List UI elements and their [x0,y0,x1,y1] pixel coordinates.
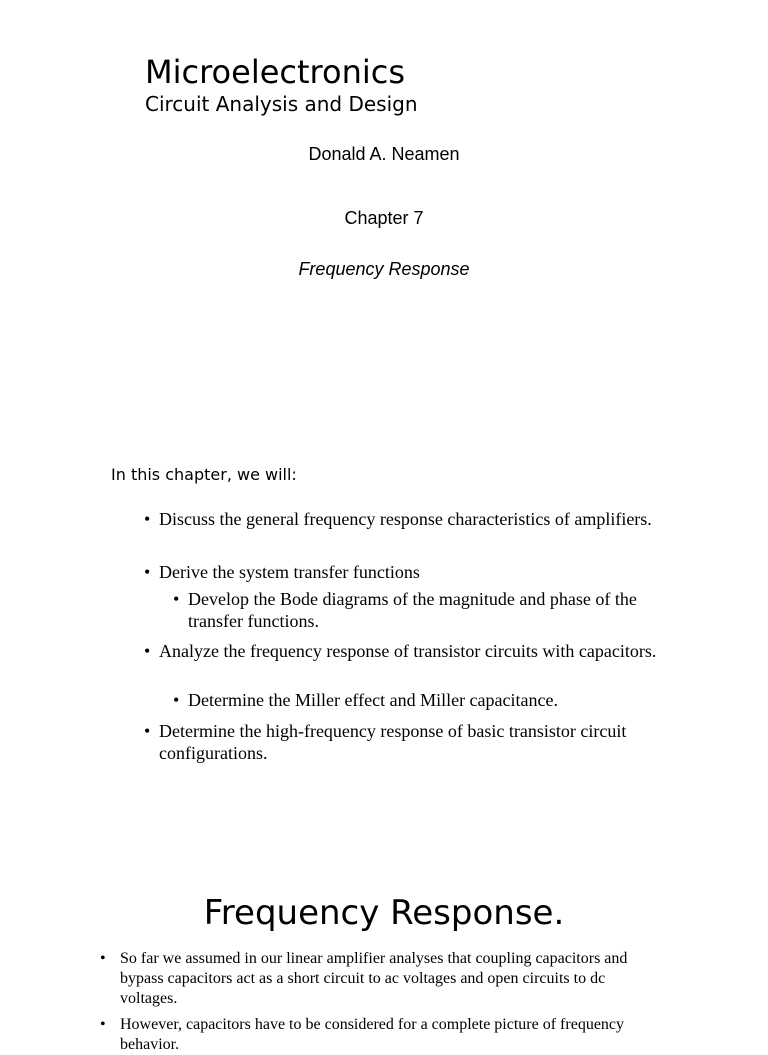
section-text: However, capacitors have to be considered for a complete picture of frequency behavior. [120,1016,625,1053]
bullet-icon: • [173,589,180,609]
chapter-number: Chapter 7 [344,208,424,228]
section-text: So far we assumed in our linear amplifier analyses that coupling capacitors and bypass capacitors act as a short circuit to ac voltages and open circuits to dc voltages. [120,950,628,1007]
section-title: Frequency Response. [203,893,565,933]
objective-item [144,508,659,530]
document-title: Microelectronics [145,53,405,91]
document-subtitle: Circuit Analysis and Design [145,92,418,116]
bullet-icon: • [100,1016,106,1033]
bullet-icon: • [144,721,151,741]
bullet-icon: • [173,690,180,710]
objectives-heading: In this chapter, we will: [111,465,297,484]
objective-item [144,561,659,583]
bullet-icon: • [144,509,151,529]
objective-text: Discuss the general frequency response characteristics of amplifiers. [159,509,652,529]
objective-subitem [173,689,648,711]
bullet-icon: • [144,641,151,661]
objective-text: Derive the system transfer functions [159,562,420,582]
objective-item [144,720,659,764]
objective-text: Analyze the frequency response of transistor circuits with capacitors. [159,641,657,661]
bullet-icon: • [100,950,106,967]
section-item [100,949,640,1009]
chapter-subject: Frequency Response [298,259,470,279]
objective-subitem [173,588,648,632]
objective-item [144,640,659,662]
bullet-icon: • [144,562,151,582]
objective-text: Determine the high-frequency response of basic transistor circuit configurations. [159,721,627,763]
objective-text: Determine the Miller effect and Miller capacitance. [188,690,558,710]
author-name: Donald A. Neamen [308,144,460,164]
section-item [100,1015,640,1055]
objective-text: Develop the Bode diagrams of the magnitude and phase of the transfer functions. [188,589,637,631]
